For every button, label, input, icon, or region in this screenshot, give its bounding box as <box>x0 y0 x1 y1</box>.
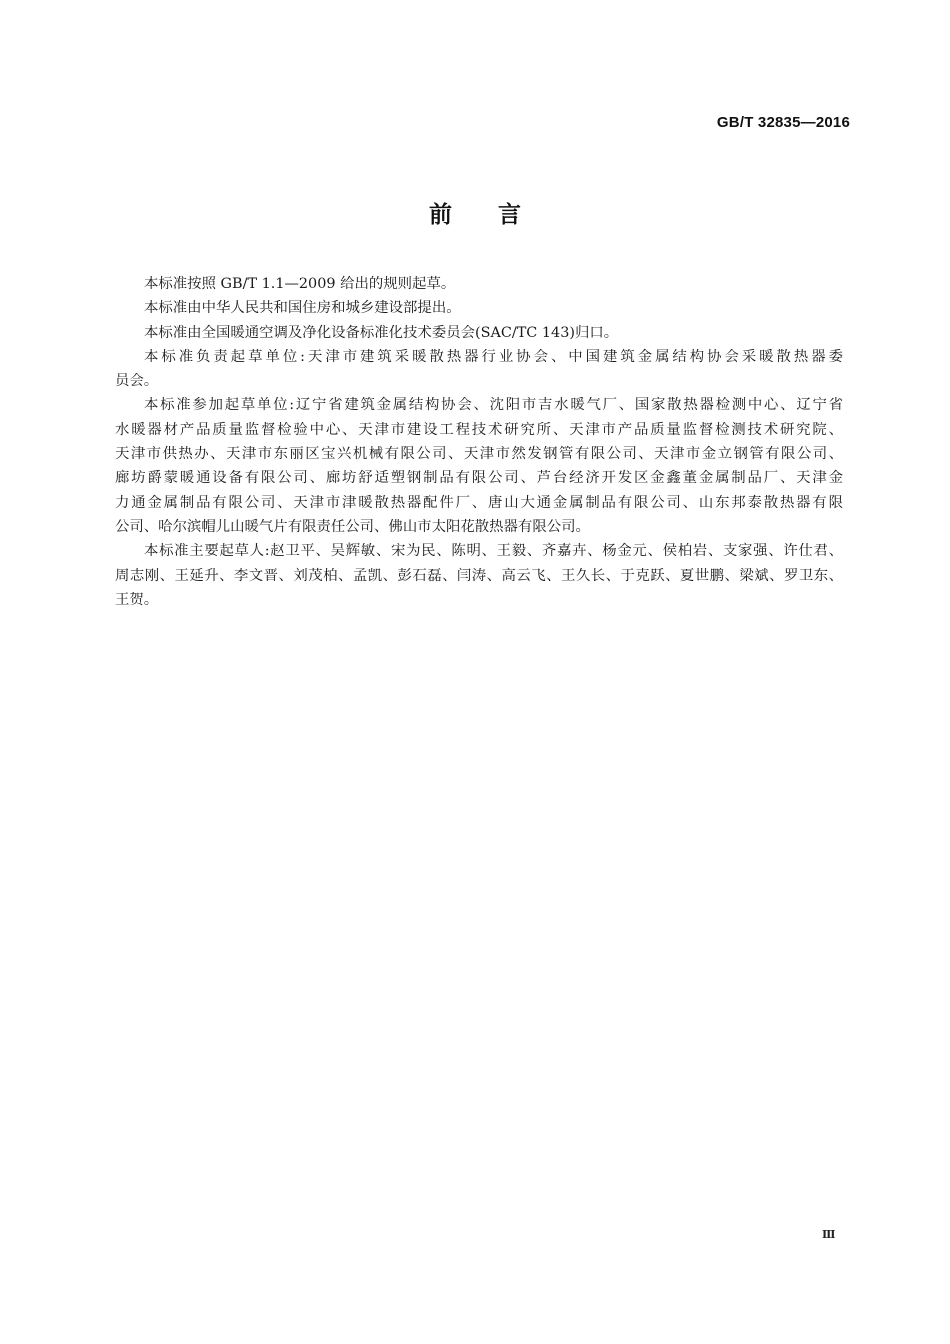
paragraph-line: 本标准主要起草人:赵卫平、吴辉敏、宋为民、陈明、王毅、齐嘉卉、杨金元、侯柏岩、支家强、许仕君、 <box>144 543 843 560</box>
paragraph-main-drafters <box>115 539 843 612</box>
paragraph-lead-drafting-units <box>115 345 843 394</box>
paragraph-line: 公司、哈尔滨帽儿山暖气片有限责任公司、佛山市太阳花散热器有限公司。 <box>115 518 590 535</box>
paragraph-line: 本标准按照 GB/T 1.1—2009 给出的规则起草。 <box>144 276 456 292</box>
paragraph-line: 本标准负责起草单位:天津市建筑采暖散热器行业协会、中国建筑金属结构协会采暖散热器委 <box>144 348 843 365</box>
paragraph-line: 水暖器材产品质量监督检验中心、天津市建设工程技术研究所、天津市产品质量监督检测技术研究院、 <box>115 421 843 438</box>
section-title-foreword: 前 言 <box>429 202 521 228</box>
paragraph-line: 本标准参加起草单位:辽宁省建筑金属结构协会、沈阳市吉水暖气厂、国家散热器检测中心、辽宁省 <box>144 397 843 414</box>
paragraph-proposer <box>115 296 843 320</box>
paragraph-participating-units <box>115 393 843 539</box>
paragraph-administrator <box>115 321 843 345</box>
paragraph-line: 周志刚、王延升、李文晋、刘茂柏、孟凯、彭石磊、闫涛、高云飞、王久长、于克跃、夏世鹏、梁斌、罗卫东、 <box>115 567 843 584</box>
paragraph-line: 本标准由中华人民共和国住房和城乡建设部提出。 <box>144 300 461 317</box>
paragraph-line: 王贺。 <box>115 591 159 608</box>
paragraph-line: 本标准由全国暖通空调及净化设备标准化技术委员会(SAC/TC 143)归口。 <box>144 324 619 341</box>
paragraph-line: 天津市供热办、天津市东丽区宝兴机械有限公司、天津市然发钢管有限公司、天津市金立钢管有限公司、 <box>115 446 843 463</box>
standard-code: GB/T 32835—2016 <box>716 114 850 131</box>
paragraph-line: 力通金属制品有限公司、天津市津暖散热器配件厂、唐山大通金属制品有限公司、山东邦泰散热器有限 <box>115 494 843 511</box>
foreword-body <box>115 272 843 612</box>
paragraph-line: 员会。 <box>115 373 159 390</box>
page-number: Ⅲ <box>822 1228 836 1241</box>
paragraph-drafting-rules <box>115 272 843 296</box>
paragraph-line: 廊坊爵蒙暖通设备有限公司、廊坊舒适塑钢制品有限公司、芦台经济开发区金鑫董金属制品厂、天津金 <box>115 470 843 487</box>
